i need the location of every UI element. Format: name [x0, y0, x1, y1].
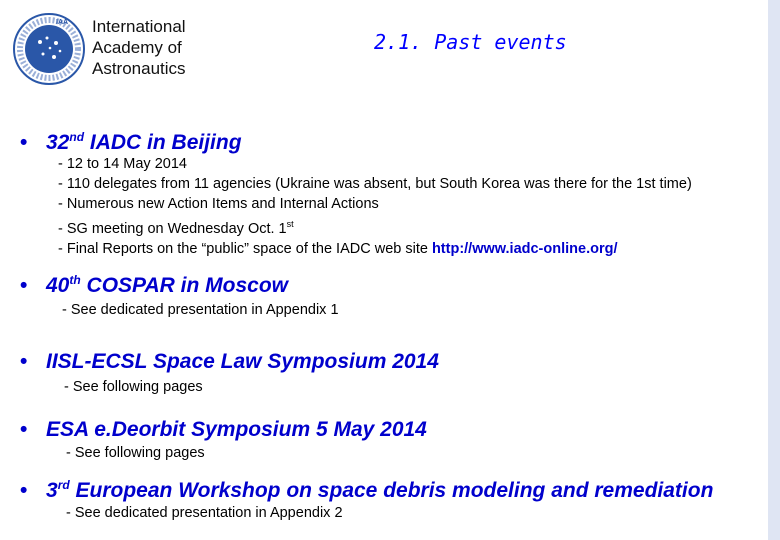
bullet-iadc: • 32nd IADC in Beijing: [20, 130, 242, 154]
bullet-iisl-ecsl-details: [64, 377, 203, 397]
detail-line: - See dedicated presentation in Appendix 1: [62, 302, 339, 318]
bullet-esa-deorbit-details: [66, 443, 205, 463]
bullet-dot: •: [20, 418, 28, 441]
bullet-iisl-ecsl: • IISL-ECSL Space Law Symposium 2014: [20, 350, 439, 373]
bullet-dot: •: [20, 131, 28, 154]
svg-text:IAA: IAA: [56, 19, 69, 26]
iaa-logo-icon: [12, 12, 86, 86]
slide-title: 2.1. Past events: [374, 30, 567, 54]
iadc-website-link[interactable]: http://www.iadc-online.org/: [431, 240, 618, 257]
bullet-european-workshop: • 3rd European Workshop on space debris modeling and remediation: [20, 478, 714, 502]
bullet-cospar: • 40th COSPAR in Moscow: [20, 273, 288, 297]
org-name-line-2: Academy of: [92, 38, 182, 57]
detail-line: - 110 delegates from 11 agencies (Ukraine was absent, but South Korea was there for the 1st time): [58, 176, 692, 192]
bullet-european-workshop-details: [66, 503, 343, 523]
detail-line: - SG meeting on Wednesday Oct. 1st: [58, 219, 294, 237]
org-name-line-3: Astronautics: [92, 59, 186, 78]
bullet-dot: •: [20, 350, 28, 373]
detail-line: - See dedicated presentation in Appendix 2: [66, 505, 343, 521]
bullet-esa-deorbit: • ESA e.Deorbit Symposium 5 May 2014: [20, 418, 427, 441]
bullet-cospar-details: [62, 300, 339, 320]
detail-line: - See following pages: [66, 445, 205, 461]
detail-line: - See following pages: [64, 379, 203, 395]
bullet-dot: •: [20, 274, 28, 297]
detail-line: - Final Reports on the “public” space of the IADC web site http://www.iadc-online.org/: [58, 240, 618, 257]
side-bar: [768, 0, 780, 540]
bullet-dot: •: [20, 479, 28, 502]
bullet-iadc-details: [58, 154, 692, 259]
org-name-line-1: International: [92, 17, 186, 36]
org-name: [92, 16, 186, 79]
detail-line: - 12 to 14 May 2014: [58, 156, 187, 172]
detail-line: - Numerous new Action Items and Internal Actions: [58, 196, 379, 212]
